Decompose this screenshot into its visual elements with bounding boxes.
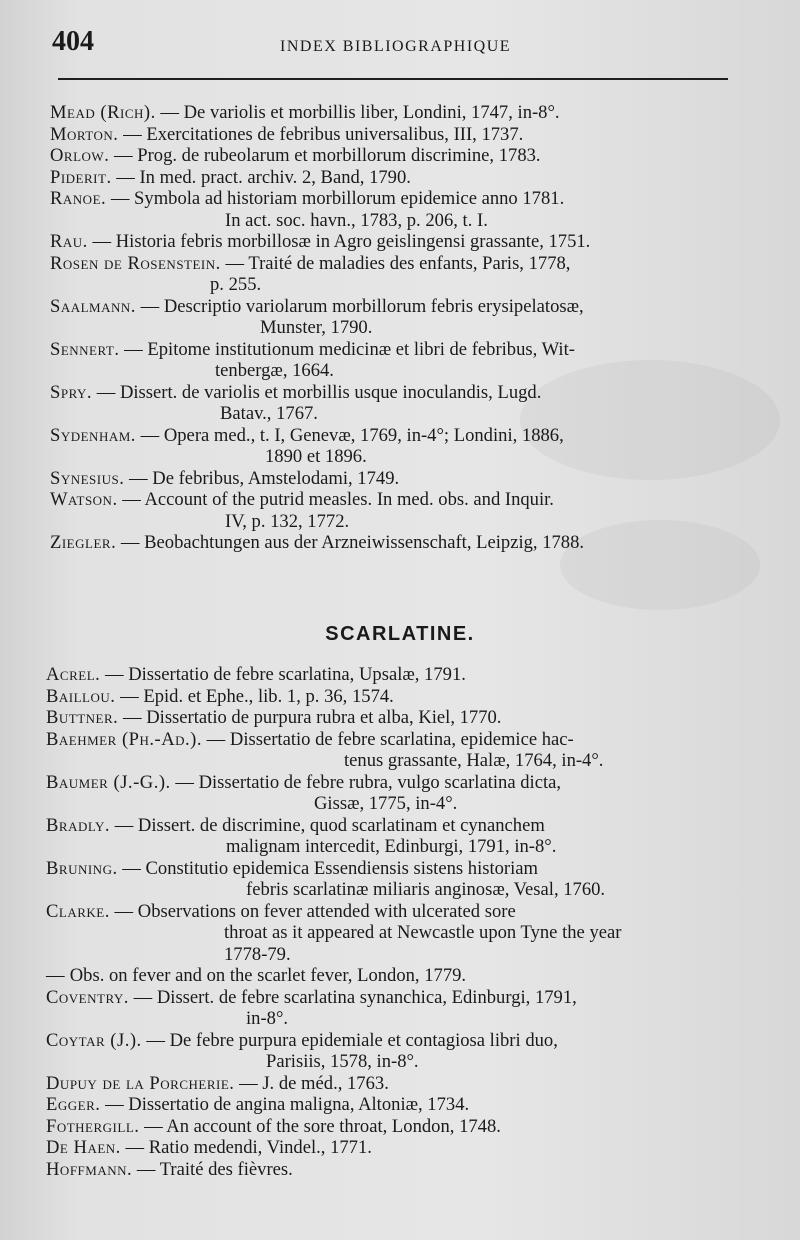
entry-first-line <box>50 145 800 167</box>
entry-first-line <box>46 815 800 837</box>
entry-text: — Account of the putrid measles. In med. obs. and Inquir. <box>122 489 554 510</box>
entry-text: — Dissert. de febre scarlatina synanchica, Edinburgi, 1791, <box>133 986 577 1008</box>
entry-text: — Dissertatio de angina maligna, Altoniæ, 1734. <box>105 1094 470 1115</box>
bibliography-entry <box>0 965 800 987</box>
header-rule <box>58 78 728 80</box>
bibliography-entry <box>0 815 800 858</box>
entry-continuation-line <box>50 511 800 533</box>
bibliography-entry <box>0 1137 800 1159</box>
entry-author: Synesius. <box>50 467 125 489</box>
entry-author: Watson. <box>50 489 118 510</box>
entry-first-line <box>50 382 800 404</box>
entry-text: Parisiis, 1578, in-8°. <box>266 1051 419 1072</box>
entry-text: — Dissertatio de purpura rubra et alba, Kiel, 1770. <box>122 707 502 728</box>
entry-text: — Ratio medendi, Vindel., 1771. <box>125 1137 372 1158</box>
entry-text: malignam intercedit, Edinburgi, 1791, in-8°. <box>226 836 557 857</box>
entry-first-line <box>50 468 800 490</box>
entry-text: 1778-79. <box>224 943 291 965</box>
entry-text: Gissæ, 1775, in-4°. <box>314 793 458 814</box>
entry-text: 1890 et 1896. <box>265 446 367 467</box>
entry-author: Sydenham. <box>50 424 136 446</box>
entry-text: — Epitome institutionum medicinæ et libri de febribus, Wit- <box>124 338 575 360</box>
entry-text: — Opera med., t. I, Genevæ, 1769, in-4°; Londini, 1886, <box>140 424 564 446</box>
entry-first-line <box>50 231 800 253</box>
entry-text: Munster, 1790. <box>260 317 373 338</box>
entry-continuation-line <box>50 446 800 468</box>
entry-text: — J. de méd., 1763. <box>239 1072 389 1094</box>
entry-first-line <box>46 729 800 751</box>
entry-text: Obs. on fever and on the scarlet fever, London, 1779. <box>69 965 467 986</box>
entry-continuation-line <box>50 360 800 382</box>
bibliography-entry <box>0 425 800 468</box>
entry-author: Baehmer (Ph.-Ad.). <box>46 728 203 750</box>
bibliography-entry <box>0 145 800 167</box>
entry-text: — Epid. et Ephe., lib. 1, p. 36, 1574. <box>120 685 394 707</box>
entry-first-line <box>46 965 800 987</box>
bibliography-entry <box>0 102 800 124</box>
entry-first-line <box>50 425 800 447</box>
entry-first-line <box>46 1159 800 1181</box>
bibliography-entry <box>0 124 800 146</box>
entry-continuation-line <box>46 1008 800 1030</box>
bibliography-entry <box>0 901 800 966</box>
entry-continuation-line <box>46 879 800 901</box>
entry-author: — <box>46 965 66 986</box>
entry-text: — Exercitationes de febribus universalibus, III, 1737. <box>123 123 524 145</box>
entry-author: Egger. <box>46 1094 101 1115</box>
entry-author: Baumer (J.-G.). <box>46 771 171 793</box>
entry-first-line <box>46 772 800 794</box>
entry-author: Morton. <box>50 123 119 145</box>
entry-author: Orlow. <box>50 145 110 166</box>
bibliography-entry <box>0 1116 800 1138</box>
section-heading: SCARLATINE. <box>325 623 475 645</box>
entry-text: — Prog. de rubeolarum et morbillorum discrimine, 1783. <box>114 145 541 166</box>
bibliography-entry <box>0 188 800 231</box>
entry-text: Batav., 1767. <box>220 403 318 424</box>
entry-first-line <box>46 686 800 708</box>
bibliography-entry <box>0 858 800 901</box>
page-header <box>38 24 760 64</box>
entry-text: — Dissertatio de febre scarlatina, Upsalæ, 1791. <box>104 664 466 685</box>
entry-text: — Constitutio epidemica Essendiensis sistens historiam <box>122 857 539 879</box>
entry-text: in-8°. <box>246 1008 289 1029</box>
entry-text: — Dissert. de discrimine, quod scarlatinam et cynanchem <box>114 814 545 836</box>
bibliography-list-scarlatine <box>0 664 800 1180</box>
entry-text: — Observations on fever attended with ulcerated sore <box>114 900 516 922</box>
entry-continuation-line <box>50 210 800 232</box>
entry-first-line <box>50 102 800 124</box>
entry-text: — An account of the sore throat, London, 1748. <box>144 1115 501 1137</box>
entry-continuation-line <box>46 750 800 772</box>
entry-author: Coytar (J.). <box>46 1029 142 1051</box>
entry-text: p. 255. <box>210 274 262 295</box>
entry-first-line <box>50 532 800 554</box>
bibliography-entry <box>0 686 800 708</box>
entry-first-line <box>50 167 800 189</box>
entry-first-line <box>46 1094 800 1116</box>
entry-author: Hoffmann. <box>46 1158 133 1180</box>
entry-first-line <box>46 664 800 686</box>
entry-text: — Traité de maladies des enfants, Paris, 1778, <box>225 252 571 274</box>
entry-text: — Traité des fièvres. <box>136 1158 293 1180</box>
entry-author: Saalmann. <box>50 295 136 317</box>
entry-author: Rosen de Rosenstein. <box>50 252 221 274</box>
entry-author: Bruning. <box>46 857 118 879</box>
entry-author: Mead (Rich). <box>50 102 156 123</box>
bibliography-entry <box>0 296 800 339</box>
bibliography-entry <box>0 987 800 1030</box>
bibliography-entry <box>0 532 800 554</box>
entry-author: Baillou. <box>46 685 116 707</box>
entry-author: Clarke. <box>46 900 110 922</box>
entry-first-line <box>46 1073 800 1095</box>
entry-continuation-line <box>46 944 800 966</box>
entry-author: Piderit. <box>50 166 112 188</box>
entry-first-line <box>46 1030 800 1052</box>
entry-continuation-line <box>50 317 800 339</box>
entry-text: tenus grassante, Halæ, 1764, in-4°. <box>344 750 604 771</box>
bibliography-entry <box>0 1159 800 1181</box>
bibliography-entry <box>0 339 800 382</box>
page-number: 404 <box>52 26 94 57</box>
entry-text: — Dissertatio de febre rubra, vulgo scarlatina dicta, <box>175 771 562 793</box>
entry-author: De Haen. <box>46 1137 121 1158</box>
entry-text: febris scarlatinæ miliaris anginosæ, Vesal, 1760. <box>246 879 606 900</box>
entry-author: Ziegler. <box>50 532 117 553</box>
entry-text: — Beobachtungen aus der Arzneiwissenschaft, Leipzig, 1788. <box>120 532 585 553</box>
bibliography-entry <box>0 468 800 490</box>
bibliography-entry <box>0 489 800 532</box>
entry-first-line <box>50 296 800 318</box>
entry-text: — De febribus, Amstelodami, 1749. <box>129 467 400 489</box>
entry-first-line <box>46 1116 800 1138</box>
entry-author: Buttner. <box>46 707 119 728</box>
entry-first-line <box>46 858 800 880</box>
entry-text: — Descriptio variolarum morbillorum febris erysipelatosæ, <box>140 295 584 317</box>
entry-text: — Historia febris morbillosæ in Agro geislingensi grassante, 1751. <box>92 231 591 252</box>
bibliography-entry <box>0 253 800 296</box>
entry-text: — De variolis et morbillis liber, Londini, 1747, in-8°. <box>160 102 560 123</box>
entry-text: tenbergæ, 1664. <box>215 360 334 381</box>
entry-continuation-line <box>46 922 800 944</box>
entry-text: — De febre purpura epidemiale et contagiosa libri duo, <box>146 1029 558 1051</box>
entry-first-line <box>50 253 800 275</box>
entry-first-line <box>50 339 800 361</box>
entry-continuation-line <box>46 793 800 815</box>
entry-author: Spry. <box>50 381 93 403</box>
bibliography-entry <box>0 1094 800 1116</box>
entry-text: IV, p. 132, 1772. <box>225 510 350 532</box>
entry-text: — Symbola ad historiam morbillorum epidemice anno 1781. <box>110 188 565 209</box>
bibliography-entry <box>0 729 800 772</box>
entry-text: In act. soc. havn., 1783, p. 206, t. I. <box>225 209 488 231</box>
entry-first-line <box>50 489 800 511</box>
entry-text: — Dissertatio de febre scarlatina, epidemice hac- <box>206 728 574 750</box>
bibliography-entry <box>0 772 800 815</box>
entry-author: Acrel. <box>46 664 101 685</box>
entry-author: Coventry. <box>46 986 129 1008</box>
bibliography-entry <box>0 231 800 253</box>
entry-text: — Dissert. de variolis et morbillis usque inoculandis, Lugd. <box>96 381 542 403</box>
entry-continuation-line <box>46 836 800 858</box>
bibliography-entry <box>0 1030 800 1073</box>
entry-author: Ranoe. <box>50 188 107 209</box>
bibliography-list-measles <box>0 102 800 554</box>
bibliography-entry <box>0 1073 800 1095</box>
bibliography-entry <box>0 707 800 729</box>
entry-first-line <box>46 707 800 729</box>
entry-author: Rau. <box>50 231 88 252</box>
bibliography-entry <box>0 167 800 189</box>
entry-first-line <box>50 124 800 146</box>
running-title: INDEX BIBLIOGRAPHIQUE <box>280 38 512 55</box>
bibliography-entry <box>0 664 800 686</box>
entry-first-line <box>50 188 800 210</box>
entry-continuation-line <box>50 403 800 425</box>
entry-author: Fothergill. <box>46 1115 140 1137</box>
entry-continuation-line <box>46 1051 800 1073</box>
entry-author: Sennert. <box>50 338 120 360</box>
entry-first-line <box>46 901 800 923</box>
entry-continuation-line <box>50 274 800 296</box>
entry-text: — In med. pract. archiv. 2, Band, 1790. <box>116 166 411 188</box>
bibliography-entry <box>0 382 800 425</box>
entry-author: Bradly. <box>46 814 111 836</box>
entry-text: throat as it appeared at Newcastle upon Tyne the year <box>224 922 622 943</box>
entry-author: Dupuy de la Porcherie. <box>46 1072 235 1094</box>
entry-first-line <box>46 1137 800 1159</box>
entry-first-line <box>46 987 800 1009</box>
